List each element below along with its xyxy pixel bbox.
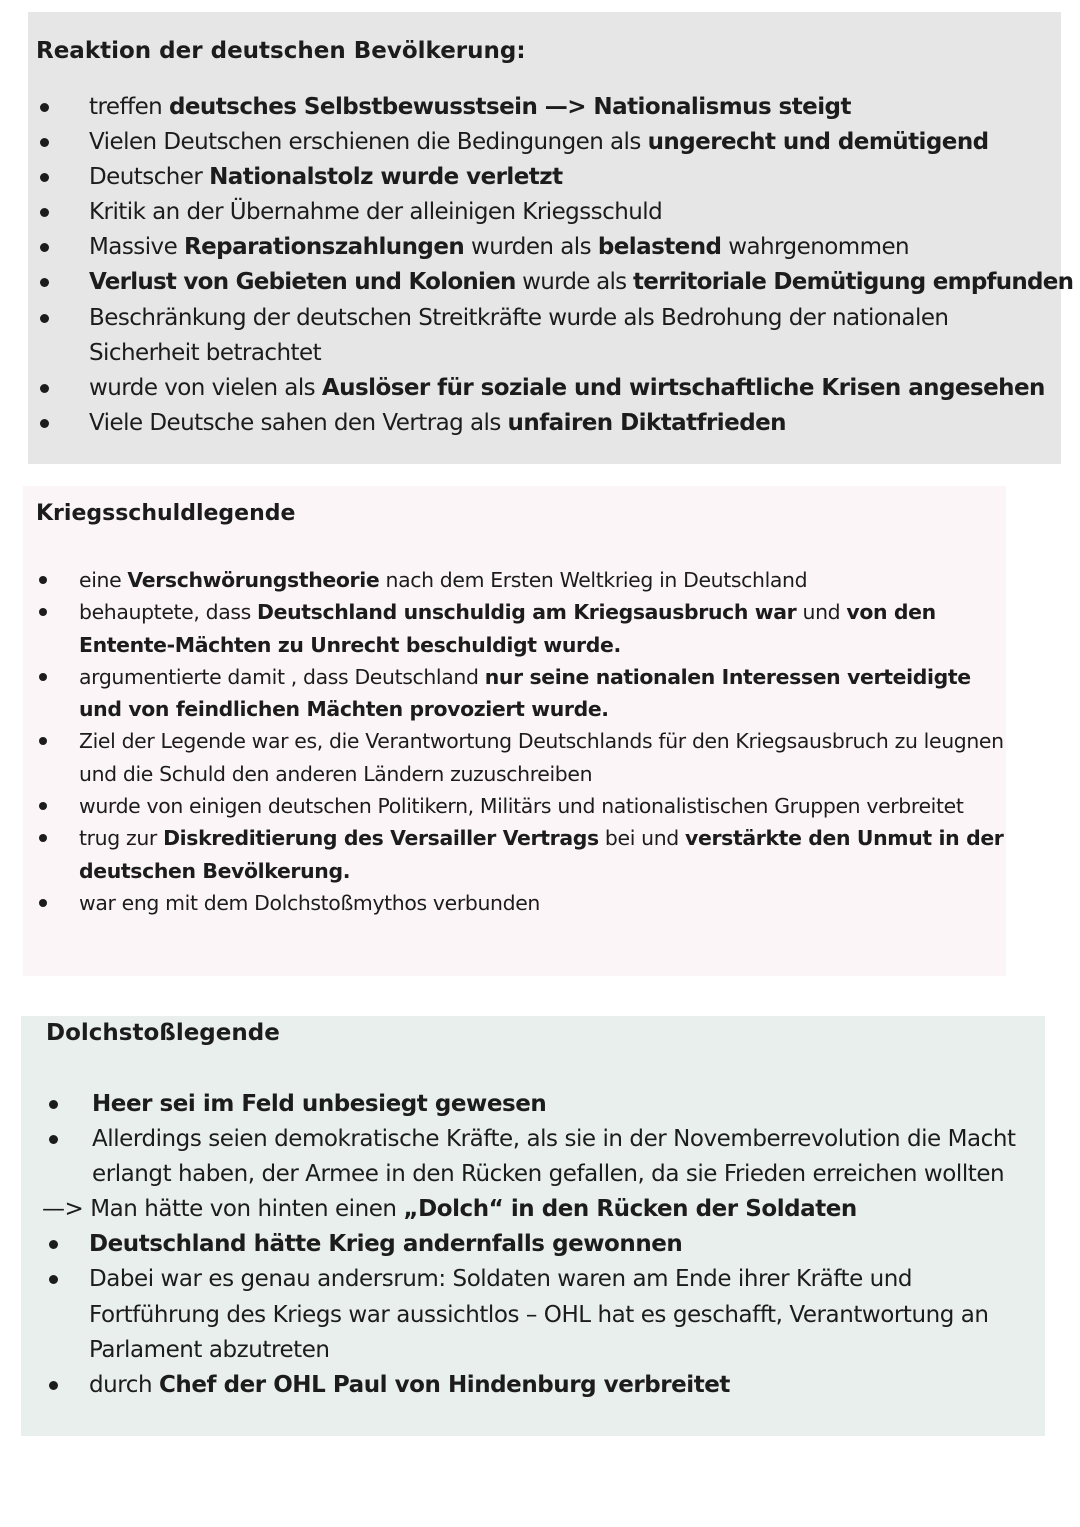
bullet-icon — [40, 314, 49, 323]
list-item: Allerdings seien demokratische Kräfte, als sie in der Novemberrevolution die Macht erlangt haben, der Armee in den Rücken gefallen, da sie Frieden erreichen wollten — [46, 1122, 1045, 1192]
arrow-line: —> Man hätte von hinten einen „Dolch“ in den Rücken der Soldaten — [42, 1196, 857, 1223]
bullet-icon — [40, 384, 49, 393]
list-item: Ziel der Legende war es, die Verantwortung Deutschlands für den Kriegsausbruch zu leugnen und die Schuld den anderen Ländern zuzuschreiben — [36, 725, 1006, 790]
list-item: treffen deutsches Selbstbewusstsein —> Nationalismus steigt — [36, 90, 1061, 125]
list-item: war eng mit dem Dolchstoßmythos verbunden — [36, 887, 1006, 919]
bullet-icon — [39, 576, 47, 584]
bullet-icon — [49, 1135, 58, 1144]
bullet-icon — [49, 1275, 58, 1284]
list-item: Beschränkung der deutschen Streitkräfte wurde als Bedrohung der nationalen Sicherheit betrachtet — [36, 301, 1061, 371]
bullet-icon — [40, 208, 49, 217]
bullet-icon — [40, 243, 49, 252]
list-item: Kritik an der Übernahme der alleinigen Kriegsschuld — [36, 195, 1061, 230]
section-kriegsschuldlegende — [23, 486, 1006, 976]
bullet-icon — [40, 173, 49, 182]
bullet-icon — [49, 1100, 58, 1109]
list-item: Viele Deutsche sahen den Vertrag als unfairen Diktatfrieden — [36, 406, 1061, 441]
list-item: durch Chef der OHL Paul von Hindenburg verbreitet — [46, 1368, 1045, 1403]
bullet-icon — [40, 419, 49, 428]
section-dolchstosslegende — [21, 1016, 1045, 1436]
kriegsschuld-list — [36, 564, 1006, 919]
list-item: Heer sei im Feld unbesiegt gewesen — [46, 1087, 1045, 1122]
list-item: argumentierte damit , dass Deutschland nur seine nationalen Interessen verteidigte und von feindlichen Mächten provoziert wurde. — [36, 661, 1006, 726]
list-item: wurde von einigen deutschen Politikern, Militärs und nationalistischen Gruppen verbreitet — [36, 790, 1006, 822]
bullet-icon — [39, 673, 47, 681]
list-item: Deutscher Nationalstolz wurde verletzt — [36, 160, 1061, 195]
bullet-icon — [39, 608, 47, 616]
list-item: eine Verschwörungstheorie nach dem Ersten Weltkrieg in Deutschland — [36, 564, 1006, 596]
list-item: Massive Reparationszahlungen wurden als belastend wahrgenommen — [36, 230, 1061, 265]
section-title-reaktion: Reaktion der deutschen Bevölkerung: — [36, 38, 526, 64]
bullet-icon — [49, 1240, 58, 1249]
bullet-icon — [39, 834, 47, 842]
reaktion-list — [36, 90, 1074, 441]
list-item: trug zur Diskreditierung des Versailler Vertrags bei und verstärkte den Unmut in der deutschen Bevölkerung. — [36, 822, 1006, 887]
bullet-icon — [40, 103, 49, 112]
bullet-icon — [39, 899, 47, 907]
dolchstoss-list — [42, 1087, 1045, 1403]
list-item: behauptete, dass Deutschland unschuldig am Kriegsausbruch war und von den Entente-Mächten zu Unrecht beschuldigt wurde. — [36, 596, 1006, 661]
bullet-icon — [39, 802, 47, 810]
list-item: wurde von vielen als Auslöser für soziale und wirtschaftliche Krisen angesehen — [36, 371, 1061, 406]
bullet-icon — [40, 138, 49, 147]
section-reaktion — [28, 12, 1074, 464]
bullet-icon — [40, 278, 49, 287]
bullet-icon — [39, 737, 47, 745]
list-item: Deutschland hätte Krieg andernfalls gewonnen — [46, 1227, 1045, 1262]
list-item: Dabei war es genau andersrum: Soldaten waren am Ende ihrer Kräfte und Fortführung des Kriegs war aussichtlos – OHL hat es geschafft, Verantwortung an Parlament abzutreten — [46, 1262, 1045, 1367]
list-item: Verlust von Gebieten und Kolonien wurde als territoriale Demütigung empfunden — [36, 265, 1061, 300]
bullet-icon — [49, 1381, 58, 1390]
section-title-kriegsschuldlegende: Kriegsschuldlegende — [36, 501, 296, 526]
section-title-dolchstosslegende: Dolchstoßlegende — [46, 1020, 280, 1046]
list-item: Vielen Deutschen erschienen die Bedingungen als ungerecht und demütigend — [36, 125, 1061, 160]
